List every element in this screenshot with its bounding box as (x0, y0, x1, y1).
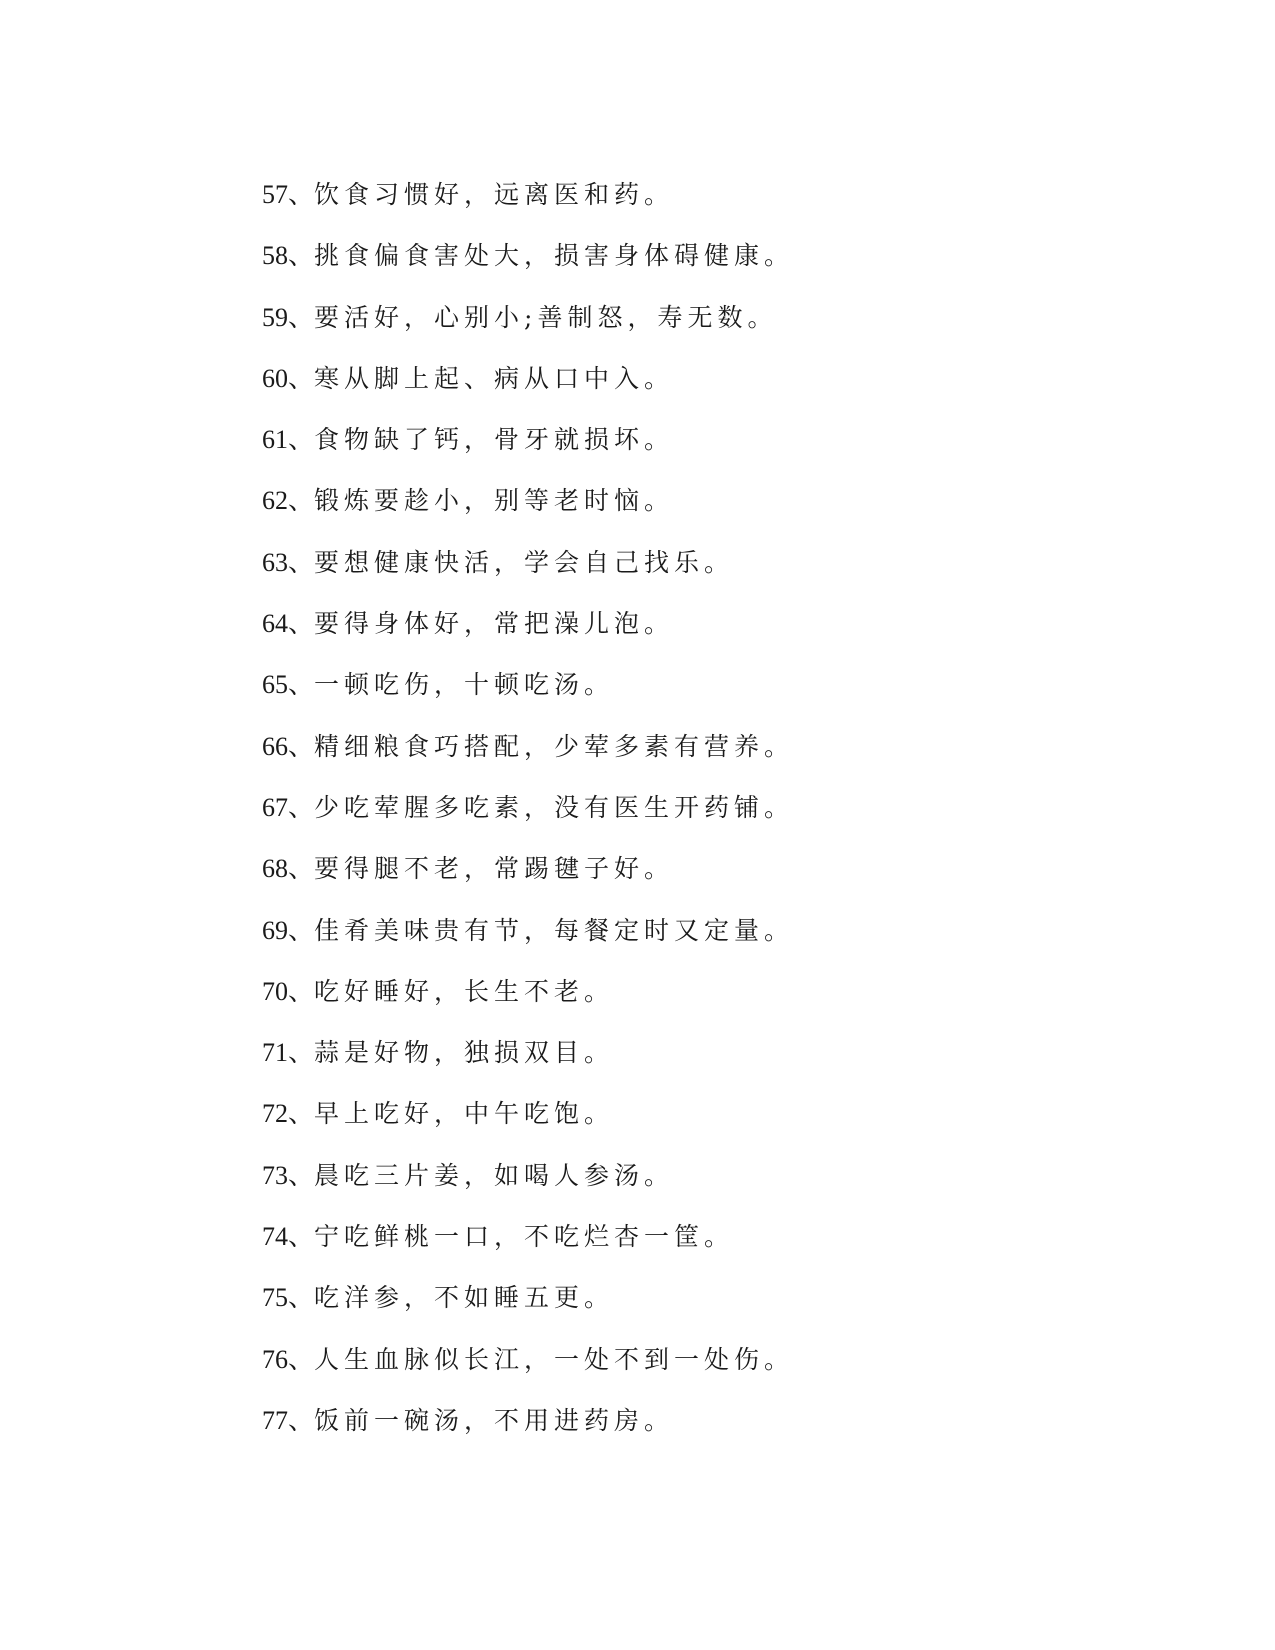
item-number: 60、 (262, 363, 315, 393)
item-text: 要得腿不老，常踢毽子好。 (314, 854, 675, 884)
list-item (262, 838, 1162, 899)
item-number: 72、 (262, 1099, 315, 1129)
item-number: 68、 (262, 854, 315, 884)
list-item (262, 1206, 1162, 1267)
item-number: 58、 (262, 241, 315, 271)
item-number: 63、 (262, 547, 315, 577)
item-text: 要活好，心别小;善制怒，寿无数。 (314, 302, 778, 332)
list-item (262, 900, 1162, 961)
item-text: 吃好睡好，长生不老。 (314, 976, 615, 1006)
item-text: 一顿吃伤，十顿吃汤。 (314, 670, 615, 700)
item-number: 66、 (262, 731, 315, 761)
item-number: 59、 (262, 302, 315, 332)
item-number: 73、 (262, 1160, 315, 1190)
list-item (262, 225, 1162, 286)
item-number: 70、 (262, 976, 315, 1006)
item-text: 晨吃三片姜，如喝人参汤。 (314, 1160, 675, 1190)
item-number: 71、 (262, 1038, 315, 1068)
item-number: 61、 (262, 425, 315, 455)
list-item (262, 470, 1162, 531)
item-number: 77、 (262, 1405, 315, 1435)
list-item (262, 1022, 1162, 1083)
item-text: 要想健康快活，学会自己找乐。 (314, 547, 735, 577)
list-item (262, 287, 1162, 348)
list-item (262, 1329, 1162, 1390)
proverb-list (262, 164, 1162, 1451)
item-text: 早上吃好，中午吃饱。 (314, 1099, 615, 1129)
list-item (262, 164, 1162, 225)
list-item (262, 716, 1162, 777)
list-item (262, 1267, 1162, 1328)
list-item (262, 961, 1162, 1022)
item-text: 少吃荤腥多吃素，没有医生开药铺。 (314, 792, 795, 822)
item-text: 人生血脉似长江，一处不到一处伤。 (314, 1344, 795, 1374)
list-item (262, 1390, 1162, 1451)
item-text: 饮食习惯好，远离医和药。 (314, 180, 675, 209)
item-number: 67、 (262, 792, 315, 822)
list-item (262, 1145, 1162, 1206)
item-text: 要得身体好，常把澡儿泡。 (314, 609, 675, 639)
item-text: 寒从脚上起、病从口中入。 (314, 363, 675, 393)
item-number: 69、 (262, 915, 315, 945)
item-number: 76、 (262, 1344, 315, 1374)
item-number: 62、 (262, 486, 315, 516)
item-number: 74、 (262, 1222, 315, 1252)
list-item (262, 1083, 1162, 1144)
item-text: 蒜是好物，独损双目。 (314, 1038, 615, 1068)
item-text: 吃洋参，不如睡五更。 (314, 1283, 615, 1313)
item-number: 57、 (262, 180, 315, 209)
item-number: 75、 (262, 1283, 315, 1313)
item-text: 精细粮食巧搭配，少荤多素有营养。 (314, 731, 795, 761)
item-text: 食物缺了钙，骨牙就损坏。 (314, 425, 675, 455)
list-item (262, 348, 1162, 409)
item-number: 64、 (262, 609, 315, 639)
item-text: 锻炼要趁小，别等老时恼。 (314, 486, 675, 516)
list-item (262, 654, 1162, 715)
list-item (262, 593, 1162, 654)
list-item (262, 777, 1162, 838)
item-text: 佳肴美味贵有节，每餐定时又定量。 (314, 915, 795, 945)
list-item (262, 532, 1162, 593)
item-text: 挑食偏食害处大，损害身体碍健康。 (314, 241, 795, 271)
item-text: 宁吃鲜桃一口，不吃烂杏一筐。 (314, 1222, 735, 1252)
item-number: 65、 (262, 670, 315, 700)
list-item (262, 409, 1162, 470)
item-text: 饭前一碗汤，不用进药房。 (314, 1405, 675, 1435)
